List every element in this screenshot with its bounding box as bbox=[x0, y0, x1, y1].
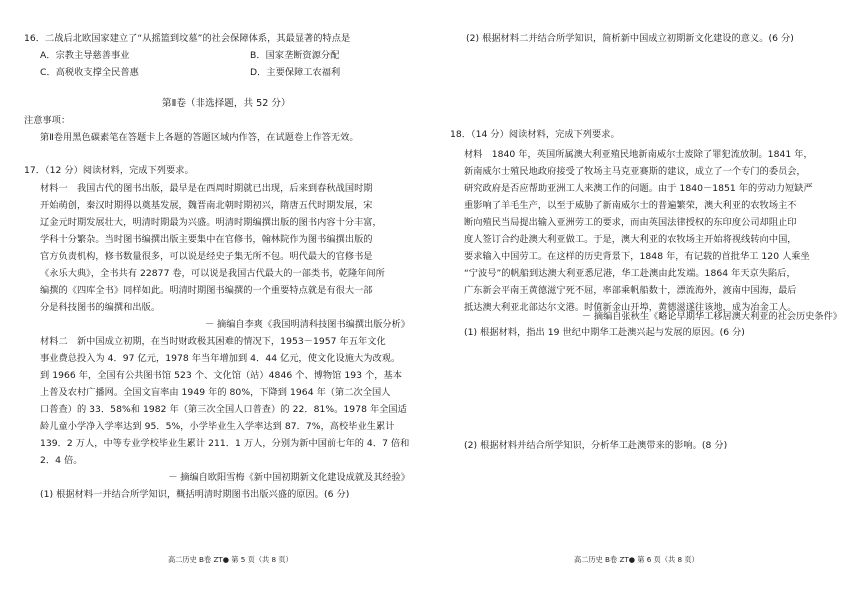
page-footer: 高二历史 B卷 ZT● 第 5 页（共 8 页） bbox=[168, 555, 293, 564]
q17-material1-line: 分是科技图书的编撰和出版。 bbox=[40, 302, 161, 313]
q16-option-d: D．主要保障工农福利 bbox=[250, 67, 341, 78]
q17-material2-line: 事业费总投入为 4．97 亿元，1978 年当年增加到 4．44 亿元，使文化设施大为改观。 bbox=[40, 353, 401, 364]
page-footer: 高二历史 B卷 ZT● 第 6 页（共 8 页） bbox=[574, 555, 699, 564]
q18-material-line: 断向殖民当局提出输入亚洲劳工的要求，而由英国法律授权的东印度公司却阻止印 bbox=[464, 217, 797, 228]
right-page bbox=[430, 0, 860, 592]
q18-material-line: 度人签订合约赴澳大利亚做工。于是，澳大利亚的农牧场主开始将视线转向中国， bbox=[464, 234, 797, 245]
q17-source2: － 摘编自欧阳雪梅《新中国初期新文化建设成就及其经验》 bbox=[168, 472, 410, 483]
q17-material2-line: 上普及农村广播网。全国文盲率由 1949 年的 80%，下降到 1964 年（第二次全国人 bbox=[40, 387, 391, 398]
q18-material-line: 抵达澳大利亚北部达尔文港。时值新金山开埠，黄德滋遂往该地，成为冶金工人。 bbox=[464, 302, 797, 313]
q17-source1: － 摘编自李爽《我国明清科技图书编撰出版分析》 bbox=[204, 319, 410, 330]
notice-label: 注意事项： bbox=[24, 115, 71, 126]
q16-stem: 16．二战后北欧国家建立了“从摇篮到坟墓”的社会保障体系，其最显著的特点是 bbox=[24, 33, 351, 44]
q17-question1: (1) 根据材料一并结合所学知识，概括明清时期图书出版兴盛的原因。(6 分) bbox=[40, 489, 350, 500]
q18-material-line: 广东新会平南王黄德滋宁死不屈，率部乘帆船数十，漂流海外，渡南中国海，最后 bbox=[464, 285, 797, 296]
q18-question1: (1) 根据材料，指出 19 世纪中期华工赴澳兴起与发展的原因。(6 分) bbox=[464, 327, 745, 338]
q18-header: 18．（14 分）阅读材料，完成下列要求。 bbox=[450, 129, 620, 140]
q18-material-line: 新南威尔士殖民地政府接受了牧场主马克亚赛斯的建议，成立了一个专门的委员会， bbox=[464, 166, 806, 177]
q17-material2-line: 材料二 新中国成立初期，在当时财政极其困难的情况下，1953－1957 年五年文化 bbox=[40, 336, 386, 347]
q17-question2: (2) 根据材料二并结合所学知识，简析新中国成立初期新文化建设的意义。(6 分) bbox=[466, 33, 794, 44]
q17-material2-line: 口普查）的 33．58%和 1982 年（第三次全国人口普查）的 22．81%。1978 年全国适 bbox=[40, 404, 407, 415]
q16-option-c: C．高税收支撑全民普惠 bbox=[40, 67, 139, 78]
q17-material1-line: 开始萌创，秦汉时期得以奠基发展，魏晋南北朝时期初兴，隋唐五代时期发展，宋 bbox=[40, 200, 373, 211]
q18-question2: (2) 根据材料并结合所学知识，分析华工赴澳带来的影响。(8 分) bbox=[464, 440, 728, 451]
notice-text: 第Ⅱ卷用黑色碳素笔在答题卡上各题的答题区域内作答，在试题卷上作答无效。 bbox=[40, 132, 359, 143]
q17-material2-line: 到 1966 年，全国有公共图书馆 523 个、文化馆（站）4846 个、博物馆 193 个，基本 bbox=[40, 370, 402, 381]
q17-material1-line: 官方负责机构，修书数量很多，可以说是经史子集无所不包。明代最大的官修书是 bbox=[40, 251, 373, 262]
q16-option-a: A．宗教主导慈善事业 bbox=[40, 50, 130, 61]
q17-material2-line: 139．2 万人，中等专业学校毕业生累计 211．1 万人，分别为新中国前七年的 4．7 倍和 bbox=[40, 438, 410, 449]
q18-source: － 摘编自张秋生《略论早期华工移居澳大利亚的社会历史条件》 bbox=[581, 311, 842, 322]
q18-material-line: “宁波号”的帆船到达澳大利亚悉尼港，华工赴澳由此发端。1864 年天京失陷后， bbox=[464, 268, 796, 279]
q17-material2-line: 龄儿童小学净入学率达到 95．5%，小学毕业生入学率达到 87．7%，高校毕业生累计 bbox=[40, 421, 395, 432]
section-title: 第Ⅱ卷（非选择题，共 52 分） bbox=[162, 98, 291, 109]
q17-material1-line: 材料一 我国古代的图书出版，最早是在西周时期就已出现，后来到春秋战国时期 bbox=[40, 183, 373, 194]
q18-material-line: 要求输入中国劳工。在这样的历史背景下，1848 年，有记载的首批华工 120 人乘坐 bbox=[464, 251, 810, 262]
q18-material-line: 重影响了羊毛生产，以至于威胁了新南威尔士的普遍繁荣，澳大利亚的农牧场主不 bbox=[464, 200, 797, 211]
q17-material2-line: 2．4 倍。 bbox=[40, 455, 83, 466]
q18-material-line: 研究政府是否应帮助亚洲工人来澳工作的问题。由于 1840－1851 年的劳动力短缺严 bbox=[464, 183, 813, 194]
q17-material1-line: 编撰的《四库全书》同样如此。明清时期图书编撰的一个重要特点就是有很大一部 bbox=[40, 285, 373, 296]
q17-material1-line: 学科十分繁杂。当时图书编撰出版主要集中在官修书，翰林院作为图书编撰出版的 bbox=[40, 234, 373, 245]
q17-material1-line: 《永乐大典》，全书共有 22877 卷，可以说是我国古代最大的一部类书，乾隆年间所 bbox=[40, 268, 385, 279]
q17-material1-line: 辽金元时期发展壮大，明清时期最为兴盛。明清时期编撰出版的图书内容十分丰富， bbox=[40, 217, 382, 228]
q17-header: 17．（12 分）阅读材料，完成下列要求。 bbox=[24, 165, 194, 176]
q18-material-line: 材料 1840 年，英国所属澳大利亚殖民地新南威尔士废除了罪犯流放制。1841 年， bbox=[464, 149, 813, 160]
q16-option-b: B．国家垄断资源分配 bbox=[250, 50, 340, 61]
